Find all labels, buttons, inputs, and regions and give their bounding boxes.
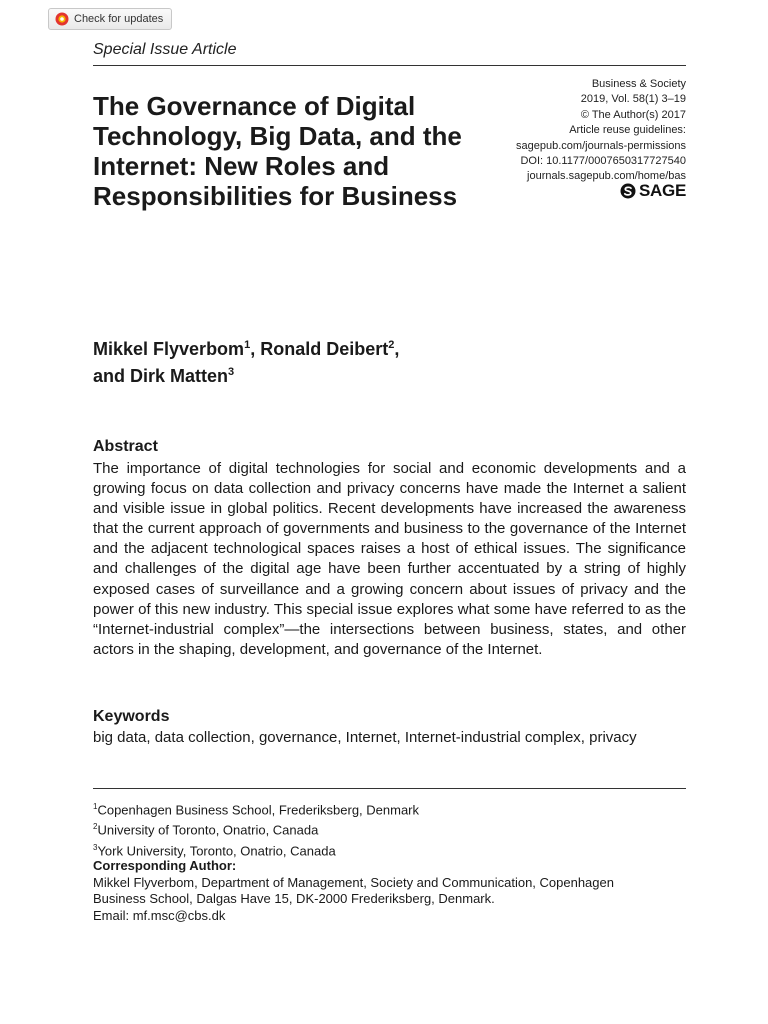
author-list [93,334,613,388]
journal-home-link[interactable]: journals.sagepub.com/home/bas [527,170,686,183]
affiliation-text: University of Toronto, Onatrio, Canada [97,822,319,838]
reuse-guidelines-link[interactable]: sagepub.com/journals-permissions [516,139,686,152]
affiliation-mark: 2 [93,822,98,832]
article-title: The Governance of Digital Technology, Big Data, and the Internet: New Roles and Responsibilities for Business [93,91,462,211]
author-name: Mikkel Flyverbom [93,339,245,359]
journal-volume: 2019, Vol. 58(1) 3–19 [580,93,686,106]
keywords-text: big data, data collection, governance, Internet, Internet-industrial complex, privacy [93,729,637,746]
author-affiliation-mark: 1 [244,339,251,351]
corresponding-author-address-line: Business School, Dalgas Have 15, DK-2000 Frederiksberg, Denmark. [93,891,495,906]
abstract-text: The importance of digital technologies for social and economic developments and a growing focus on data collection and privacy concerns have made the Internet a salient and visible issue in global politics. Recent developments have increased the awareness that the current approach of governments and business to the governance of the Internet and the adjacent technological spaces raises a host of ethical issues. The significance and challenges of the digital age have been further accentuated by a string of highly exposed cases of surveillance and a growing concern about issues of privacy and the power of this new industry. This special issue explores what some have referred to as the “Internet-industrial complex”—the intersections between business, states, and other actors in the shaping, development, and governance of the Internet. [93,460,686,658]
affiliation-item [93,818,419,838]
affiliation-text: Copenhagen Business School, Frederiksberg, Denmark [97,802,420,818]
sage-logo-text: SAGE [639,181,686,200]
affiliation-mark: 3 [93,842,98,852]
affiliation-mark: 1 [93,802,98,811]
corresponding-author-email[interactable]: Email: mf.msc@cbs.dk [93,907,226,923]
author-affiliation-mark: 3 [228,366,235,378]
affiliation-item [93,798,419,818]
crossmark-icon [55,12,69,26]
journal-name: Business & Society [591,78,686,90]
check-for-updates-button[interactable] [48,8,172,30]
reuse-guidelines-label: Article reuse guidelines: [569,124,686,137]
author-separator: , [394,339,400,359]
doi-link[interactable]: DOI: 10.1177/0007650317727540 [520,155,686,168]
corresponding-author-heading: Corresponding Author: [93,858,237,873]
journal-copyright: © The Author(s) 2017 [580,108,686,121]
affiliation-text: York University, Toronto, Onatrio, Canada [97,842,336,858]
article-type-label: Special Issue Article [93,41,237,58]
corresponding-author [93,858,686,924]
author-name: and Dirk Matten [93,366,229,386]
journal-info [426,77,686,185]
footnote-divider [93,788,686,789]
keywords-heading: Keywords [93,708,170,725]
affiliation-list [93,798,419,859]
author-name: Ronald Deibert [260,339,389,359]
author-affiliation-mark: 2 [388,339,395,351]
author-separator: , [250,339,261,359]
check-for-updates-label: Check for updates [74,13,164,25]
abstract-heading: Abstract [93,438,158,455]
sage-logo-icon [620,183,636,199]
sage-logo [620,181,686,201]
corresponding-author-address-line: Mikkel Flyverbom, Department of Management, Society and Communication, Copenhagen [93,874,614,890]
header-divider [93,65,686,66]
affiliation-item [93,839,419,859]
